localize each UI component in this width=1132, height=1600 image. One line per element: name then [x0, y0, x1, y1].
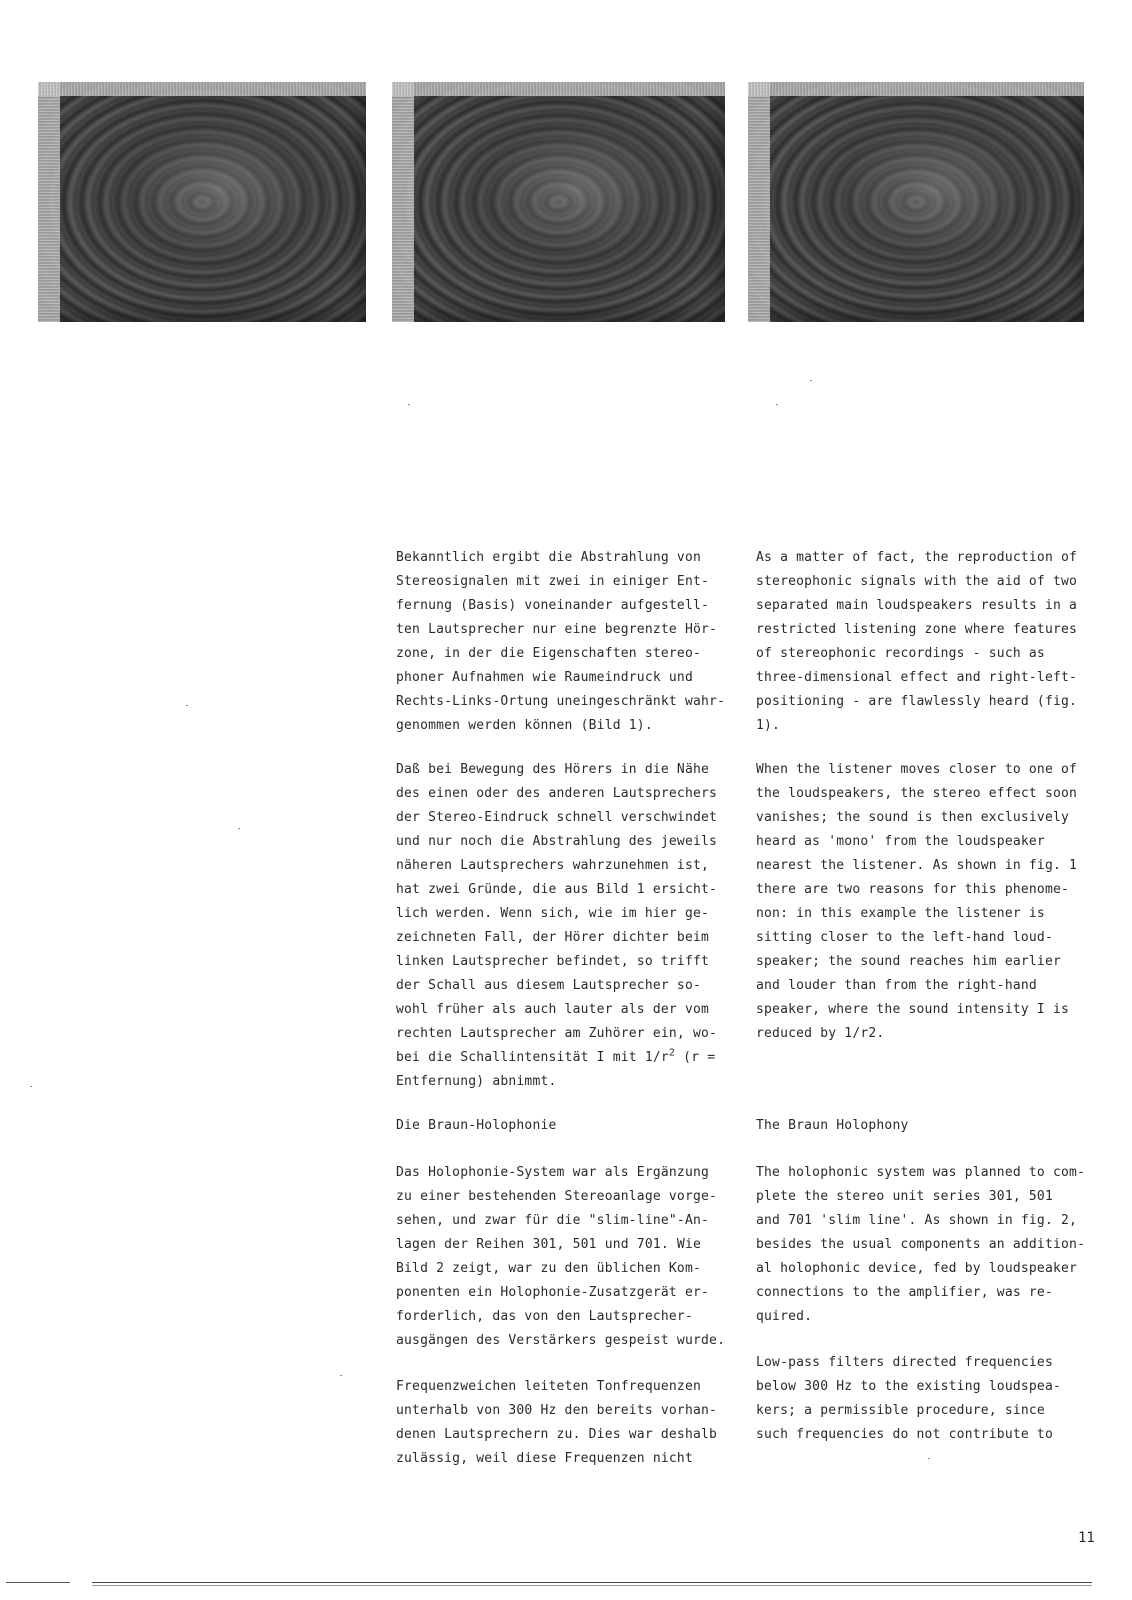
german-paragraph-3: Das Holophonie-System war als Ergänzung zu einer bestehenden Stereoanlage vorge- sehen, und zwar für die "slim-line"-An- lagen der Reihen 301, 501 und 701. Wie Bild 2 zeigt, war zu den üblichen Kom- ponenten ein Holophonie-Zusatzgerät er- forderlich, das von den Lautsprecher- ausgängen des Verstärkers gespeist wurde.	[396, 1165, 726, 1348]
footer-rule-shadow	[92, 1585, 1092, 1586]
footer-rule-short	[6, 1582, 70, 1583]
english-paragraph-1: As a matter of fact, the reproduction of stereophonic signals with the aid of two separated main loudspeakers results in a restricted listening zone where features of stereophonic recordings - such as three-dimensional effect and right-left- positioning - are flawlessly heard (fig. 1).	[756, 550, 1078, 733]
scan-speck	[928, 1458, 930, 1459]
german-paragraph-2-text: Daß bei Bewegung des Hörers in die Nähe des einen oder des anderen Lautsprechers der Stereo-Eindruck schnell verschwindet und nur noch die Abstrahlung des jeweils näheren Lautsprechers wahrzunehmen ist, hat zwei Gründe, die aus Bild 1 ersicht- lich werden. Wenn sich, wie im hier ge- zeichneten Fall, der Hörer dichter beim linken Lautsprecher befindet, so trifft der Schall aus diesem Lautsprecher so- wohl früher als auch lauter als der vom rechten Lautsprecher am Zuhörer ein, wo- bei die Schallintensität I mit 1/r	[396, 762, 718, 1065]
german-section-heading: Die Braun-Holophonie	[396, 1118, 557, 1133]
english-paragraph-2: When the listener moves closer to one of the loudspeakers, the stereo effect soon vanishes; the sound is then exclusively heard as 'mono' from the loudspeaker nearest the listener. As shown in fig. 1 there are two reasons for this phenome- non: in this example the listener is sitting closer to the left-hand loud- speaker; the sound reaches him earlier and louder than from the right-hand speaker, where the sound intensity I is reduced by 1/r2.	[756, 762, 1078, 1041]
scan-speck	[30, 1086, 32, 1087]
scan-speck	[238, 828, 240, 829]
scan-speck	[776, 404, 778, 405]
loudspeaker-photo-3	[748, 82, 1084, 322]
english-section-heading: The Braun Holophony	[756, 1118, 909, 1133]
scan-speck	[408, 404, 410, 405]
superscript-exponent: 2	[668, 1047, 676, 1059]
scan-speck	[186, 705, 188, 706]
scan-speck	[340, 1375, 342, 1376]
footer-rule	[92, 1582, 1092, 1583]
loudspeaker-photo-1	[38, 82, 366, 322]
english-paragraph-4: Low-pass filters directed frequencies below 300 Hz to the existing loudspea- kers; a permissible procedure, since such frequencies do not contribute to	[756, 1355, 1062, 1442]
german-paragraph-1: Bekanntlich ergibt die Abstrahlung von Stereosignalen mit zwei in einiger Ent- fernung (Basis) voneinander aufgestell- ten Lautsprecher nur eine begrenzte Hör- zone, in der die Eigenschaften stereo- phoner Aufnahmen wie Raumeindruck und Rechts-Links-Ortung uneingeschränkt wahr- genommen werden können (Bild 1).	[396, 550, 726, 733]
german-paragraph-4: Frequenzweichen leiteten Tonfrequenzen unterhalb von 300 Hz den bereits vorhan- denen Lautsprechern zu. Dies war deshalb zulässig, weil diese Frequenzen nicht	[396, 1379, 718, 1466]
german-paragraph-2	[396, 758, 736, 1094]
scan-speck	[810, 380, 812, 381]
english-paragraph-3: The holophonic system was planned to com- plete the stereo unit series 301, 501 and 701 'slim line'. As shown in fig. 2, besides the usual components an addition- al holophonic device, fed by loudspeaker connections to the amplifier, was re- quired.	[756, 1165, 1086, 1324]
german-paragraph-2-end: (r = Entfernung) abnimmt.	[396, 1050, 716, 1089]
loudspeaker-photo-2	[392, 82, 725, 322]
page-number: 11	[1078, 1530, 1095, 1546]
